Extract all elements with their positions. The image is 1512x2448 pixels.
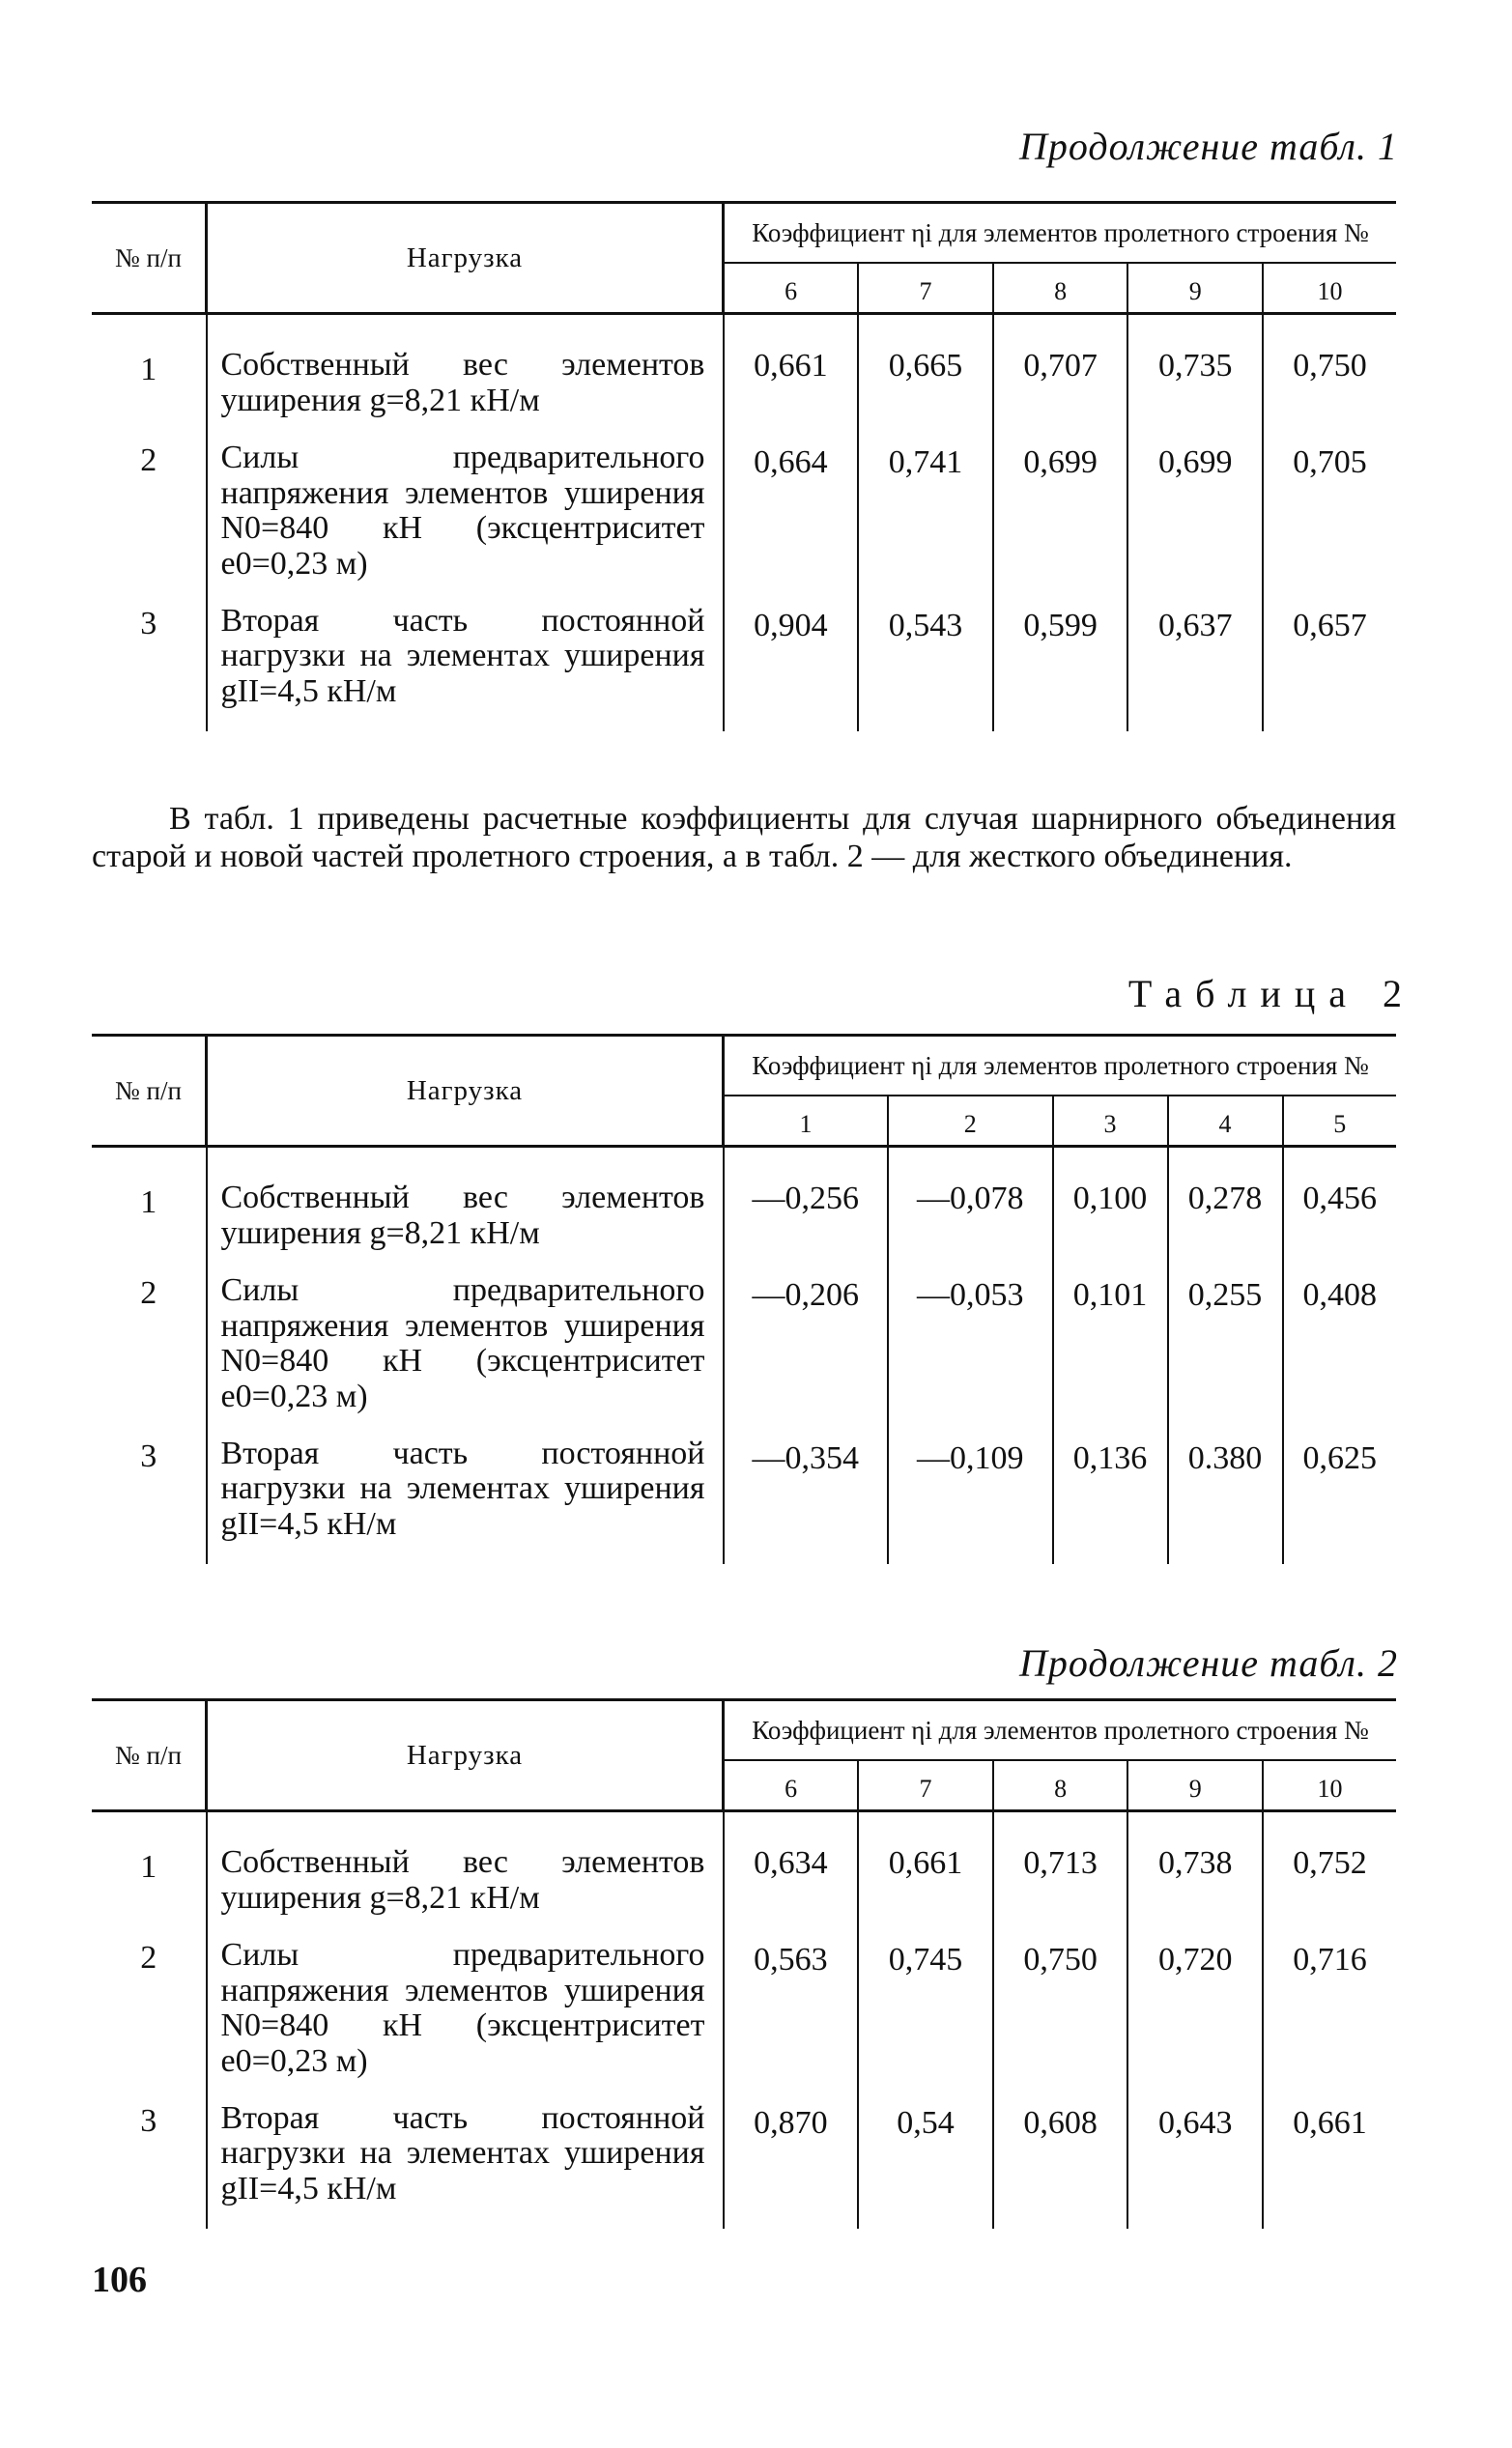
column-header: 5 bbox=[1283, 1096, 1397, 1147]
coefficient-value: 0,699 bbox=[993, 427, 1128, 590]
column-header: 3 bbox=[1053, 1096, 1168, 1147]
coefficient-value: 0,707 bbox=[993, 314, 1128, 427]
load-description: Вторая часть постоянной нагрузки на элементах уширения gII=4,5 кН/м bbox=[207, 1423, 724, 1564]
column-header: 2 bbox=[888, 1096, 1053, 1147]
table1-cont-caption: Продолжение табл. 1 bbox=[1018, 125, 1398, 168]
column-header-coefficient: Коэффициент ηi для элементов пролетного строения № bbox=[724, 1700, 1397, 1761]
coefficient-value: —0,256 bbox=[724, 1147, 889, 1260]
column-header-coefficient: Коэффициент ηi для элементов пролетного строения № bbox=[724, 1036, 1397, 1096]
coefficient-value: 0,750 bbox=[993, 1924, 1128, 2088]
load-description: Вторая часть постоянной нагрузки на элементах уширения gII=4,5 кН/м bbox=[207, 2088, 724, 2229]
column-header: 8 bbox=[993, 263, 1128, 314]
table2-cont bbox=[92, 1698, 1396, 2229]
coefficient-value: 0,716 bbox=[1293, 1941, 1367, 1978]
coefficient-value: 0,741 bbox=[858, 427, 993, 590]
row-number: 1 bbox=[92, 1147, 207, 1260]
coefficient-value: 0,752 bbox=[1293, 1845, 1367, 1882]
coefficient-value: 0,699 bbox=[1127, 427, 1263, 590]
table2-cont-grid bbox=[92, 1698, 1396, 2229]
column-header: 10 bbox=[1263, 263, 1396, 314]
table2-caption: Таблица 2 bbox=[1127, 972, 1415, 1015]
table-row bbox=[92, 427, 1396, 590]
row-number: 3 bbox=[92, 2088, 207, 2229]
column-header-load: Нагрузка bbox=[207, 203, 724, 314]
column-header: 1 bbox=[724, 1096, 889, 1147]
coefficient-value: 0,456 bbox=[1302, 1181, 1377, 1217]
column-header-number: № п/п bbox=[92, 203, 207, 314]
coefficient-value: 0,599 bbox=[993, 590, 1128, 731]
table-row bbox=[92, 1260, 1396, 1423]
load-description: Собственный вес элементов уширения g=8,21 кН/м bbox=[207, 1811, 724, 1924]
table-row bbox=[92, 1811, 1396, 1924]
row-number: 2 bbox=[92, 1924, 207, 2088]
page-number: 106 bbox=[92, 2260, 147, 2300]
coefficient-value: 0,634 bbox=[724, 1811, 859, 1924]
column-header: 7 bbox=[858, 263, 993, 314]
coefficient-value: 0.380 bbox=[1168, 1423, 1283, 1564]
column-header-load: Нагрузка bbox=[207, 1700, 724, 1811]
coefficient-value: 0,136 bbox=[1053, 1423, 1168, 1564]
table-row bbox=[92, 590, 1396, 731]
table-row bbox=[92, 1423, 1396, 1564]
coefficient-value: —0,053 bbox=[888, 1260, 1053, 1423]
coefficient-value: 0,661 bbox=[724, 314, 859, 427]
row-number: 3 bbox=[92, 1423, 207, 1564]
load-description: Силы предварительного напряжения элементов уширения N0=840 кН (эксцентриситет e0=0,23 м) bbox=[207, 1260, 724, 1423]
column-header: 4 bbox=[1168, 1096, 1283, 1147]
table-row bbox=[92, 314, 1396, 427]
body-paragraph: В табл. 1 приведены расчетные коэффициенты для случая шарнирного объединения старой и новой частей пролетного строения, а в табл. 2 — для жесткого объединения. bbox=[92, 801, 1396, 875]
coefficient-value: 0,543 bbox=[858, 590, 993, 731]
coefficient-value: 0,664 bbox=[724, 427, 859, 590]
coefficient-value: 0,745 bbox=[858, 1924, 993, 2088]
coefficient-value: 0,661 bbox=[1293, 2104, 1367, 2141]
load-description: Собственный вес элементов уширения g=8,21 кН/м bbox=[207, 1147, 724, 1260]
table-row bbox=[92, 2088, 1396, 2229]
column-header: 9 bbox=[1127, 1760, 1263, 1811]
coefficient-value: 0,608 bbox=[993, 2088, 1128, 2229]
coefficient-value: 0,665 bbox=[858, 314, 993, 427]
table-row bbox=[92, 1147, 1396, 1260]
coefficient-value: —0,354 bbox=[724, 1423, 889, 1564]
load-description: Вторая часть постоянной нагрузки на элементах уширения gII=4,5 кН/м bbox=[207, 590, 724, 731]
column-header: 6 bbox=[724, 263, 859, 314]
coefficient-value: 0,643 bbox=[1127, 2088, 1263, 2229]
load-description: Силы предварительного напряжения элементов уширения N0=840 кН (эксцентриситет e0=0,23 м) bbox=[207, 1924, 724, 2088]
column-header-coefficient: Коэффициент ηi для элементов пролетного строения № bbox=[724, 203, 1397, 264]
coefficient-value: 0,661 bbox=[858, 1811, 993, 1924]
coefficient-value: 0,657 bbox=[1293, 607, 1367, 643]
column-header: 10 bbox=[1263, 1760, 1396, 1811]
column-header-number: № п/п bbox=[92, 1700, 207, 1811]
coefficient-value: —0,078 bbox=[888, 1147, 1053, 1260]
row-number: 2 bbox=[92, 427, 207, 590]
table1-cont-grid bbox=[92, 201, 1396, 731]
table-row bbox=[92, 1924, 1396, 2088]
coefficient-value: 0,101 bbox=[1053, 1260, 1168, 1423]
coefficient-value: 0,713 bbox=[993, 1811, 1128, 1924]
coefficient-value: —0,206 bbox=[724, 1260, 889, 1423]
table2 bbox=[92, 1034, 1396, 1564]
table2-grid bbox=[92, 1034, 1396, 1564]
row-number: 3 bbox=[92, 590, 207, 731]
coefficient-value: —0,109 bbox=[888, 1423, 1053, 1564]
column-header: 8 bbox=[993, 1760, 1128, 1811]
load-description: Собственный вес элементов уширения g=8,21 кН/м bbox=[207, 314, 724, 427]
coefficient-value: 0,100 bbox=[1053, 1147, 1168, 1260]
coefficient-value: 0,255 bbox=[1168, 1260, 1283, 1423]
coefficient-value: 0,735 bbox=[1127, 314, 1263, 427]
column-header-number: № п/п bbox=[92, 1036, 207, 1147]
coefficient-value: 0,54 bbox=[858, 2088, 993, 2229]
coefficient-value: 0,625 bbox=[1302, 1439, 1377, 1476]
coefficient-value: 0,408 bbox=[1302, 1276, 1377, 1313]
coefficient-value: 0,705 bbox=[1293, 443, 1367, 480]
coefficient-value: 0,870 bbox=[724, 2088, 859, 2229]
coefficient-value: 0,637 bbox=[1127, 590, 1263, 731]
column-header: 6 bbox=[724, 1760, 859, 1811]
table1-cont bbox=[92, 201, 1396, 731]
table2-cont-caption: Продолжение табл. 2 bbox=[1018, 1641, 1398, 1685]
column-header-load: Нагрузка bbox=[207, 1036, 724, 1147]
coefficient-value: 0,738 bbox=[1127, 1811, 1263, 1924]
coefficient-value: 0,904 bbox=[724, 590, 859, 731]
row-number: 2 bbox=[92, 1260, 207, 1423]
coefficient-value: 0,720 bbox=[1127, 1924, 1263, 2088]
column-header: 9 bbox=[1127, 263, 1263, 314]
coefficient-value: 0,278 bbox=[1168, 1147, 1283, 1260]
coefficient-value: 0,750 bbox=[1293, 348, 1367, 384]
column-header: 7 bbox=[858, 1760, 993, 1811]
row-number: 1 bbox=[92, 1811, 207, 1924]
coefficient-value: 0,563 bbox=[724, 1924, 859, 2088]
row-number: 1 bbox=[92, 314, 207, 427]
load-description: Силы предварительного напряжения элементов уширения N0=840 кН (эксцентриситет e0=0,23 м) bbox=[207, 427, 724, 590]
